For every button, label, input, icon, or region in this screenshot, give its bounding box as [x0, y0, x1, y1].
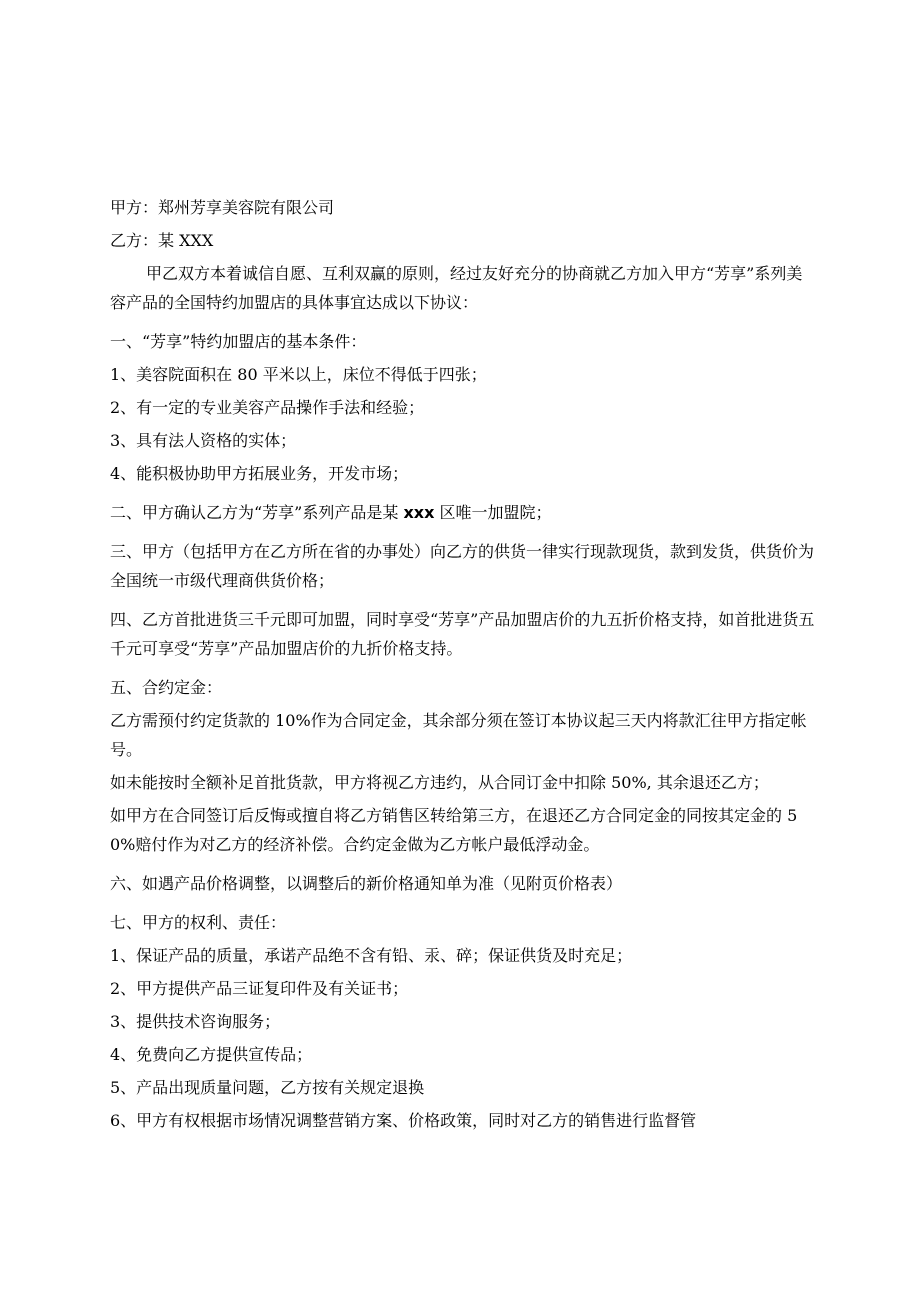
intro-paragraph: 甲乙双方本着诚信自愿、互利双赢的原则，经过友好充分的协商就乙方加入甲方“芳享”系列美容产品的全国特约加盟店的具体事宜达成以下协议：	[110, 264, 803, 312]
section-7-item: 2、甲方提供产品三证复印件及有关证书；	[110, 979, 409, 998]
section-1-title: 一、“芳享”特约加盟店的基本条件：	[110, 332, 367, 351]
section-7-item: 4、免费向乙方提供宣传品；	[110, 1045, 313, 1064]
section-2-suffix: 区唯一加盟院；	[434, 503, 552, 522]
section-7-item: 6、甲方有权根据市场情况调整营销方案、价格政策，同时对乙方的销售进行监督管	[110, 1111, 697, 1130]
section-5-paragraph: 如未能按时全额补足首批货款，甲方将视乙方违约，从合同订金中扣除 50%, 其余退还乙方；	[110, 773, 769, 792]
section-5-title: 五、合约定金：	[110, 678, 223, 697]
section-2-prefix: 二、甲方确认乙方为“芳享”系列产品是某	[110, 503, 404, 522]
section-5-paragraph: 如甲方在合同签订后反悔或擅自将乙方销售区转给第三方，在退还乙方合同定金的同按其定金的 50%赔付作为对乙方的经济补偿。合约定金做为乙方帐户最低浮动金。	[110, 806, 798, 854]
section-1-item: 1、美容院面积在 80 平米以上，床位不得低于四张；	[110, 365, 487, 384]
section-1-item: 4、能积极协助甲方拓展业务，开发市场；	[110, 464, 409, 483]
section-1-item: 2、有一定的专业美容产品操作手法和经验；	[110, 398, 425, 417]
party-a-line: 甲方：郑州芳享美容院有限公司	[110, 198, 335, 217]
section-6: 六、如遇产品价格调整，以调整后的新价格通知单为准（见附页价格表）	[110, 874, 623, 893]
section-5-paragraph: 乙方需预付约定货款的 10%作为合同定金，其余部分须在签订本协议起三天内将款汇往甲方指定帐号。	[110, 711, 807, 759]
section-2	[110, 498, 816, 527]
party-b-line: 乙方：某 XXX	[110, 231, 214, 250]
section-7-item: 1、保证产品的质量，承诺产品绝不含有铅、汞、碎；保证供货及时充足；	[110, 946, 633, 965]
section-1-item: 3、具有法人资格的实体；	[110, 431, 297, 450]
document-body	[110, 193, 816, 1135]
section-2-region: xxx	[403, 503, 435, 522]
section-7-item: 3、提供技术咨询服务；	[110, 1012, 281, 1031]
section-7-item: 5、产品出现质量问题，乙方按有关规定退换	[110, 1078, 425, 1097]
section-3: 三、甲方（包括甲方在乙方所在省的办事处）向乙方的供货一律实行现款现货，款到发货，供货价为全国统一市级代理商供货价格；	[110, 542, 815, 590]
section-7-title: 七、甲方的权利、责任：	[110, 913, 287, 932]
section-4: 四、乙方首批进货三千元即可加盟，同时享受“芳享”产品加盟店价的九五折价格支持，如首批进货五千元可享受“芳享”产品加盟店价的九折价格支持。	[110, 610, 815, 658]
